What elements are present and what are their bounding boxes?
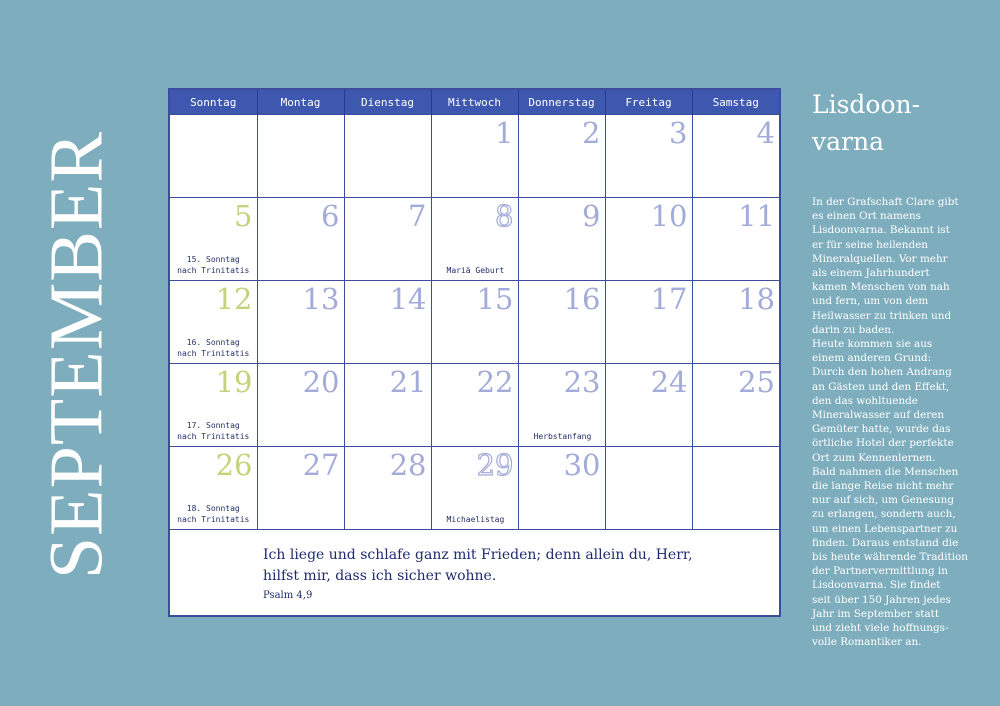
day-cell-empty — [692, 447, 779, 530]
day-cell-28 — [344, 447, 431, 530]
day-cell-3 — [605, 115, 692, 198]
day-number-6: 6 — [321, 199, 340, 233]
day-cell-empty — [170, 115, 257, 198]
day-number-26: 26 — [215, 448, 253, 482]
day-number-20: 20 — [302, 365, 340, 399]
day-number-15: 15 — [476, 282, 514, 316]
day-cell-21 — [344, 364, 431, 447]
day-number-10: 10 — [650, 199, 688, 233]
day-number-2: 2 — [582, 116, 601, 150]
week-row-5 — [170, 447, 779, 530]
day-cell-15 — [431, 281, 518, 364]
day-number-11: 11 — [738, 199, 775, 233]
day-cell-1 — [431, 115, 518, 198]
week-row-2 — [170, 198, 779, 281]
day-number-3: 3 — [669, 116, 688, 150]
calendar-table — [170, 90, 779, 530]
day-cell-6 — [257, 198, 344, 281]
day-number-17: 17 — [650, 282, 688, 316]
holiday-label: Mariä Geburt — [446, 266, 505, 275]
day-cell-4 — [692, 115, 779, 198]
day-cell-empty — [257, 115, 344, 198]
day-number-28: 28 — [389, 448, 427, 482]
day-cell-13 — [257, 281, 344, 364]
day-number-29: 29 — [476, 448, 514, 482]
day-cell-25 — [692, 364, 779, 447]
day-number-30: 30 — [563, 448, 601, 482]
day-cell-7 — [344, 198, 431, 281]
verse-reference: Psalm 4,9 — [263, 590, 313, 601]
day-cell-8 — [431, 198, 518, 281]
day-number-22: 22 — [476, 365, 514, 399]
holiday-label: 16. Sonntag nach Trinitatis — [177, 338, 250, 358]
day-cell-16 — [518, 281, 605, 364]
verse-box — [170, 535, 779, 617]
weekday-header-row — [170, 90, 779, 115]
day-cell-20 — [257, 364, 344, 447]
day-number-23: 23 — [563, 365, 601, 399]
bible-verse: Ich liege und schlafe ganz mit Frieden; denn allein du, Herr, hilfst mir, dass ich sicher wohne. — [263, 547, 693, 584]
day-cell-18 — [692, 281, 779, 364]
day-number-21: 21 — [389, 365, 427, 399]
article-title: Lisdoon- varna — [812, 90, 921, 156]
day-number-13: 13 — [302, 282, 340, 316]
day-cell-29 — [431, 447, 518, 530]
day-cell-22 — [431, 364, 518, 447]
day-number-18: 18 — [738, 282, 775, 316]
weekday-thursday: Donnerstag — [518, 90, 605, 115]
weekday-friday: Freitag — [605, 90, 692, 115]
day-cell-empty — [344, 115, 431, 198]
day-number-7: 7 — [408, 199, 427, 233]
day-cell-5 — [170, 198, 257, 281]
day-cell-10 — [605, 198, 692, 281]
weekday-monday: Montag — [257, 90, 344, 115]
day-cell-26 — [170, 447, 257, 530]
week-row-4 — [170, 364, 779, 447]
holiday-label: 17. Sonntag nach Trinitatis — [177, 421, 250, 441]
day-number-9: 9 — [582, 199, 601, 233]
day-number-4: 4 — [756, 116, 775, 150]
day-cell-12 — [170, 281, 257, 364]
article-text: In der Grafschaft Clare gibt es einen Ort namens Lisdoonvarna. Bekannt ist er für seine heilenden Mineralquellen. Vor mehr als einem Jahrhundert kamen Menschen von nah und fern, um von dem Heilwasser zu trinken und darin zu baden. Heute kommen sie aus einem anderen Grund: Durch den hohen Andrang an Gästen und den Effekt, den das wohltuende Mineralwasser auf deren Gemüter hatte, wurde das örtliche Hotel der perfekte Ort zum Kennenlernen. Bald nahmen die Menschen die lange Reise nicht mehr nur auf sich, um Genesung zu erlangen, sondern auch, um einen Lebenspartner zu finden. Daraus entstand die bis heute währende Tradition der Partnervermittlung in Lisdoonvarna. Sie findet seit über 150 Jahren jedes Jahr im September statt und zieht viele hoffnungs- volle Romantiker an. — [812, 196, 968, 649]
day-number-24: 24 — [650, 365, 688, 399]
day-cell-23 — [518, 364, 605, 447]
week-row-1 — [170, 115, 779, 198]
day-cell-2 — [518, 115, 605, 198]
day-number-14: 14 — [389, 282, 427, 316]
weekday-saturday: Samstag — [692, 90, 779, 115]
day-number-19: 19 — [215, 365, 253, 399]
day-number-16: 16 — [563, 282, 601, 316]
month-title: SEPTEMBER — [34, 130, 119, 580]
day-cell-30 — [518, 447, 605, 530]
day-cell-14 — [344, 281, 431, 364]
day-cell-19 — [170, 364, 257, 447]
day-cell-empty — [605, 447, 692, 530]
holiday-label: Herbstanfang — [533, 432, 592, 441]
week-row-3 — [170, 281, 779, 364]
holiday-label: 18. Sonntag nach Trinitatis — [177, 504, 250, 524]
day-cell-11 — [692, 198, 779, 281]
holiday-label: Michaelistag — [446, 515, 505, 524]
day-cell-27 — [257, 447, 344, 530]
day-number-5: 5 — [234, 199, 253, 233]
day-cell-17 — [605, 281, 692, 364]
weekday-wednesday: Mittwoch — [431, 90, 518, 115]
day-number-25: 25 — [738, 365, 775, 399]
day-number-8: 8 — [495, 199, 514, 233]
holiday-label: 15. Sonntag nach Trinitatis — [177, 255, 250, 275]
day-cell-24 — [605, 364, 692, 447]
weekday-tuesday: Dienstag — [344, 90, 431, 115]
day-number-12: 12 — [215, 282, 253, 316]
calendar-grid — [168, 88, 781, 617]
day-number-1: 1 — [495, 116, 514, 150]
day-cell-9 — [518, 198, 605, 281]
day-number-27: 27 — [302, 448, 340, 482]
weekday-sunday: Sonntag — [170, 90, 257, 115]
